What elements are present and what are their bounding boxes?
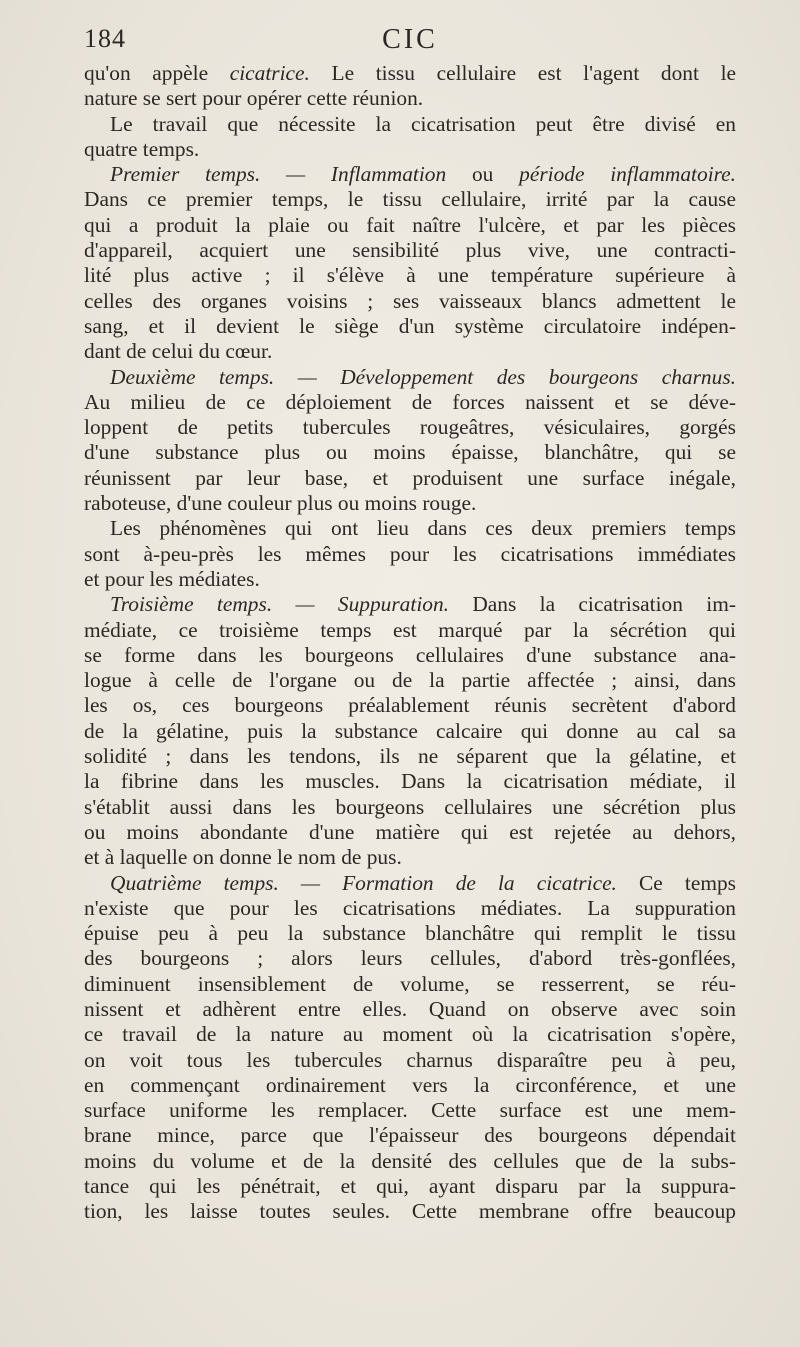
text-line bbox=[84, 466, 736, 491]
text-line bbox=[84, 1073, 736, 1098]
text-run: diminuent insensiblement de volume, se resserrent, se réu- bbox=[84, 971, 736, 996]
text-line bbox=[84, 769, 736, 794]
text-line bbox=[84, 643, 736, 668]
text-run: et pour les médiates. bbox=[84, 566, 260, 591]
page-header bbox=[84, 24, 736, 58]
text-line bbox=[84, 440, 736, 465]
text-line bbox=[84, 263, 736, 288]
text-run: on voit tous les tubercules charnus disparaître peu à peu, bbox=[84, 1047, 736, 1072]
text-run: réunissent par leur base, et produisent une surface inégale, bbox=[84, 465, 736, 490]
text-line bbox=[84, 896, 736, 921]
text-line bbox=[84, 618, 736, 643]
text-run: la fibrine dans les muscles. Dans la cicatrisation médiate, il bbox=[84, 769, 736, 794]
text-line bbox=[84, 820, 736, 845]
text-run: Le tissu cellulaire est l'agent dont le bbox=[309, 61, 737, 85]
text-line bbox=[84, 112, 736, 137]
page-number: 184 bbox=[84, 24, 126, 53]
italic-text: Deuxième temps. — Développement des bourgeons charnus. bbox=[110, 364, 736, 389]
text-run: lité plus active ; il s'élève à une température supérieure à bbox=[84, 263, 736, 288]
text-line bbox=[84, 314, 736, 339]
text-line bbox=[84, 871, 736, 896]
text-line bbox=[84, 693, 736, 718]
text-run: d'appareil, acquiert une sensibilité plus vive, une contracti- bbox=[84, 238, 736, 263]
text-run: d'une substance plus ou moins épaisse, blanchâtre, qui se bbox=[84, 440, 736, 465]
text-run: nissent et adhèrent entre elles. Quand on observe avec soin bbox=[84, 996, 736, 1021]
text-line bbox=[84, 1123, 736, 1148]
text-run: n'existe que pour les cicatrisations médiates. La suppuration bbox=[84, 895, 736, 920]
text-line bbox=[84, 744, 736, 769]
text-line bbox=[84, 946, 736, 971]
text-line bbox=[84, 238, 736, 263]
text-run: moins du volume et de la densité des cellules que de la subs- bbox=[84, 1148, 736, 1173]
italic-text: cicatrice. bbox=[229, 61, 310, 85]
text-line bbox=[84, 289, 736, 314]
text-run: nature se sert pour opérer cette réunion. bbox=[84, 86, 424, 111]
text-line bbox=[84, 339, 736, 364]
text-run: ce travail de la nature au moment où la cicatrisation s'opère, bbox=[84, 1022, 736, 1047]
text-run: raboteuse, d'une couleur plus ou moins rouge. bbox=[84, 491, 477, 516]
text-run: et à laquelle on donne le nom de pus. bbox=[84, 845, 402, 870]
text-line bbox=[84, 516, 736, 541]
text-line bbox=[84, 137, 736, 162]
text-run: surface uniforme les remplacer. Cette surface est une mem- bbox=[84, 1098, 736, 1123]
text-line bbox=[84, 491, 736, 516]
text-line bbox=[84, 997, 736, 1022]
text-line bbox=[84, 1048, 736, 1073]
text-line bbox=[84, 1098, 736, 1123]
text-run: qui a produit la plaie ou fait naître l'ulcère, et par les pièces bbox=[84, 212, 736, 237]
italic-text: période inflammatoire. bbox=[519, 162, 737, 187]
text-run: logue à celle de l'organe ou de la partie affectée ; ainsi, dans bbox=[84, 668, 736, 693]
text-run: de la gélatine, puis la substance calcaire qui donne au cal sa bbox=[84, 718, 736, 743]
text-run: sont à-peu-près les mêmes pour les cicatrisations immédiates bbox=[84, 541, 736, 566]
text-line bbox=[84, 1149, 736, 1174]
text-line bbox=[84, 61, 736, 86]
text-run: en commençant ordinairement vers la circonférence, et une bbox=[84, 1072, 736, 1097]
text-run: Les phénomènes qui ont lieu dans ces deux premiers temps bbox=[110, 516, 736, 541]
text-run: celles des organes voisins ; ses vaisseaux blancs admettent le bbox=[84, 288, 736, 313]
italic-text: Premier temps. — Inflammation bbox=[110, 162, 447, 187]
body-text bbox=[84, 61, 736, 1225]
text-run: quatre temps. bbox=[84, 136, 200, 161]
text-line bbox=[84, 921, 736, 946]
text-run: solidité ; dans les tendons, ils ne séparent que la gélatine, et bbox=[84, 744, 736, 769]
text-line bbox=[84, 415, 736, 440]
italic-text: Troisième temps. — Suppuration. bbox=[110, 592, 449, 617]
text-run: se forme dans les bourgeons cellulaires d'une substance ana- bbox=[84, 642, 736, 667]
text-line bbox=[84, 213, 736, 238]
text-line bbox=[84, 668, 736, 693]
text-run: qu'on appèle bbox=[84, 61, 230, 85]
text-line bbox=[84, 719, 736, 744]
text-run: Le travail que nécessite la cicatrisation peut être divisé en bbox=[110, 111, 736, 136]
text-run: des bourgeons ; alors leurs cellules, d'abord très-gonflées, bbox=[84, 946, 736, 971]
text-line bbox=[84, 365, 736, 390]
text-line bbox=[84, 187, 736, 212]
text-line bbox=[84, 390, 736, 415]
text-line bbox=[84, 592, 736, 617]
text-run: Ce temps bbox=[616, 870, 736, 895]
text-line bbox=[84, 162, 736, 187]
text-run: sang, et il devient le siège d'un système circulatoire indépen- bbox=[84, 313, 736, 338]
text-line bbox=[84, 972, 736, 997]
text-line bbox=[84, 567, 736, 592]
text-line bbox=[84, 795, 736, 820]
text-run: s'établit aussi dans les bourgeons cellulaires une sécrétion plus bbox=[84, 794, 736, 819]
text-line bbox=[84, 1199, 736, 1224]
text-run: tion, les laisse toutes seules. Cette membrane offre beaucoup bbox=[84, 1199, 736, 1224]
text-line bbox=[84, 542, 736, 567]
text-run: loppent de petits tubercules rougeâtres, vésiculaires, gorgés bbox=[84, 415, 736, 440]
text-run: tance qui les pénétrait, et qui, ayant disparu par la suppura- bbox=[84, 1174, 736, 1199]
text-run: brane mince, parce que l'épaisseur des bourgeons dépendait bbox=[84, 1123, 736, 1148]
text-run: dant de celui du cœur. bbox=[84, 339, 273, 364]
text-line bbox=[84, 1022, 736, 1047]
text-line bbox=[84, 845, 736, 870]
text-run: Dans ce premier temps, le tissu cellulaire, irrité par la cause bbox=[84, 187, 736, 212]
text-run: médiate, ce troisième temps est marqué par la sécrétion qui bbox=[84, 617, 736, 642]
text-run: ou moins abondante d'une matière qui est rejetée au dehors, bbox=[84, 819, 736, 844]
text-run: les os, ces bourgeons préalablement réunis secrètent d'abord bbox=[84, 693, 736, 718]
text-line bbox=[84, 86, 736, 111]
text-line bbox=[84, 1174, 736, 1199]
text-run: ou bbox=[446, 162, 520, 187]
italic-text: Quatrième temps. — Formation de la cicatrice. bbox=[110, 870, 617, 895]
text-run: Au milieu de ce déploiement de forces naissent et se déve- bbox=[84, 389, 736, 414]
text-run: épuise peu à peu la substance blanchâtre qui remplit le tissu bbox=[84, 921, 736, 946]
text-run: Dans la cicatrisation im- bbox=[449, 592, 736, 617]
running-head: CIC bbox=[382, 24, 438, 55]
